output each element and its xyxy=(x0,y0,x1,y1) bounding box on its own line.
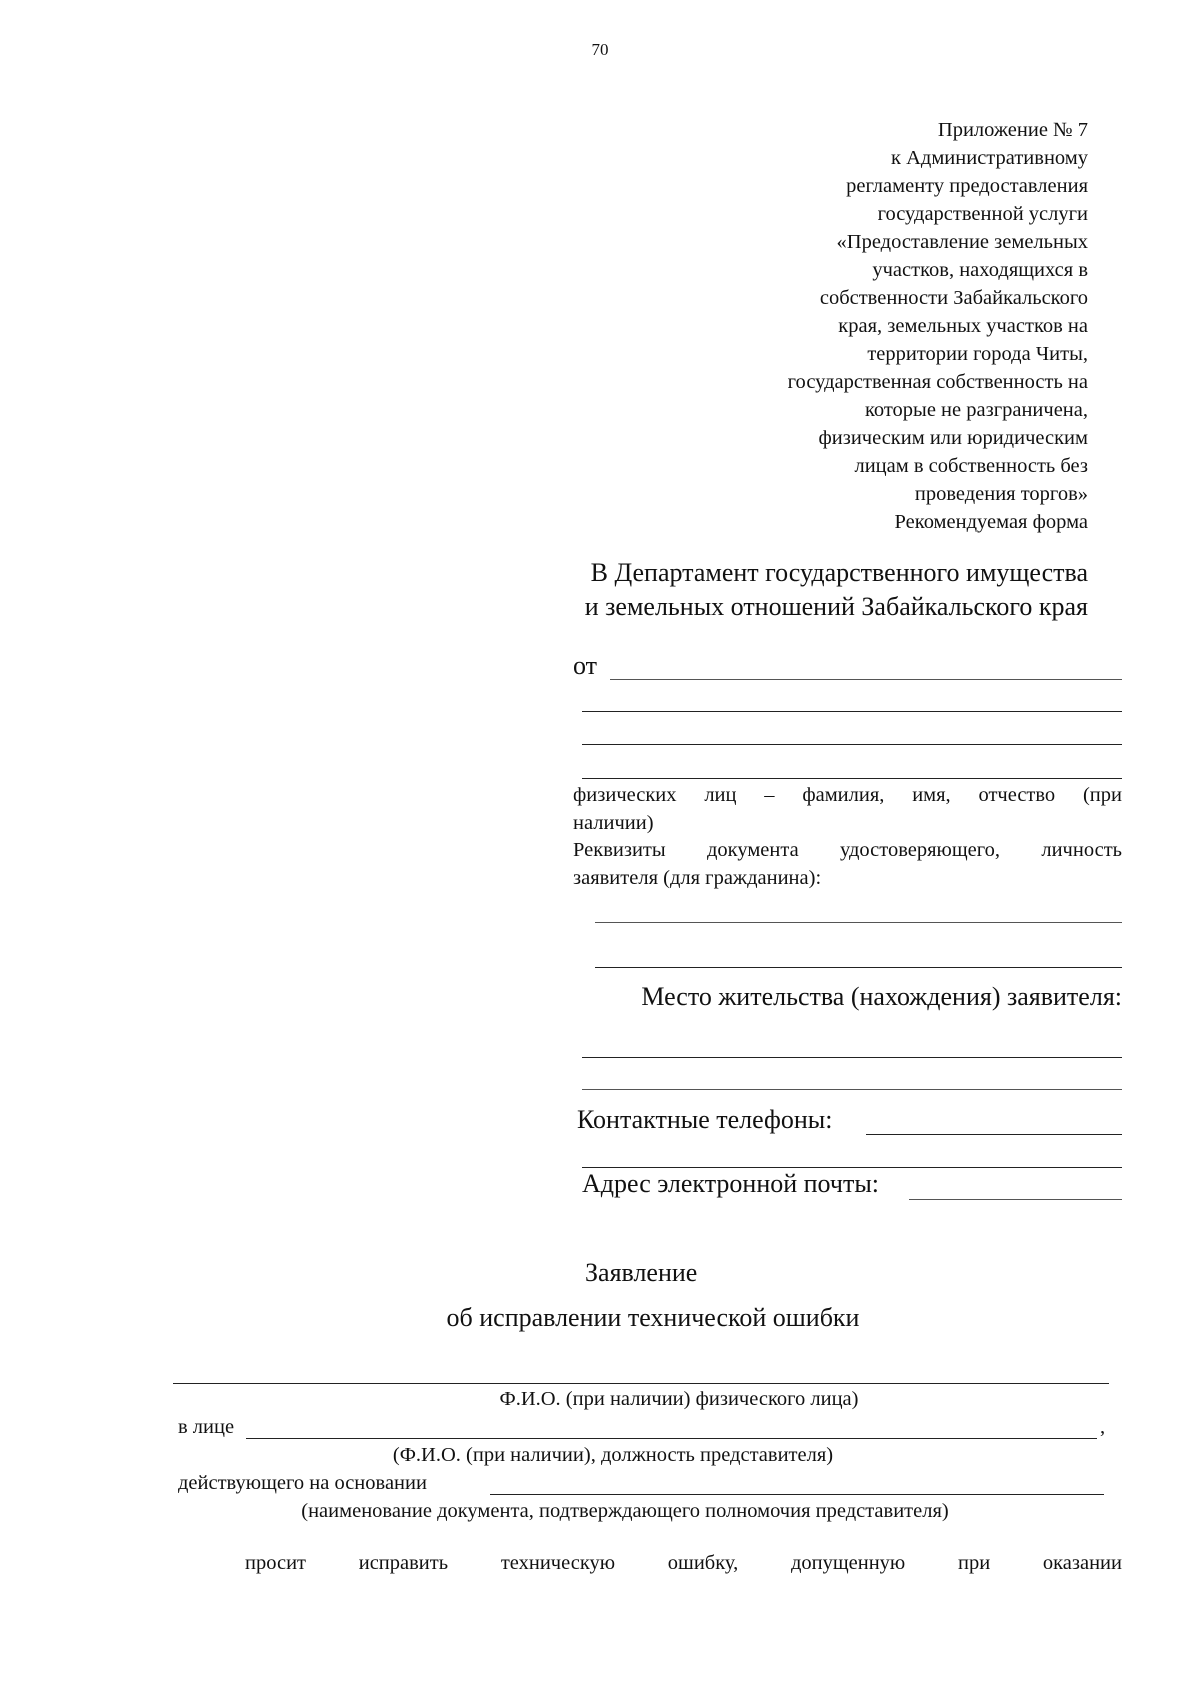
in-person-label: в лице xyxy=(178,1416,235,1438)
appendix-header xyxy=(668,116,1088,536)
residence-blank-line[interactable] xyxy=(582,1057,1122,1058)
appendix-line: регламенту предоставления xyxy=(846,175,1088,197)
id-document-label-cont: заявителя (для гражданина): xyxy=(573,867,822,889)
email-label: Адрес электронной почты: xyxy=(582,1169,880,1198)
appendix-line: государственной услуги xyxy=(877,203,1088,225)
id-document-blank-line[interactable] xyxy=(595,967,1122,968)
appendix-line: «Предоставление земельных xyxy=(836,231,1088,253)
from-blank-line[interactable] xyxy=(610,679,1122,680)
appendix-line: участков, находящихся в xyxy=(872,259,1088,281)
appendix-line: Приложение № 7 xyxy=(937,119,1088,141)
from-blank-line[interactable] xyxy=(582,744,1122,745)
statement-subtitle: об исправлении технической ошибки xyxy=(446,1303,860,1332)
recommended-form-label: Рекомендуемая форма xyxy=(894,511,1088,533)
basis-document-caption: (наименование документа, подтверждающего полномочия представителя) xyxy=(301,1500,949,1522)
appendix-line: которые не разграничена, xyxy=(864,399,1088,421)
appendix-line: края, земельных участков на xyxy=(838,315,1088,337)
page-number: 70 xyxy=(591,40,609,59)
addressee-block xyxy=(528,556,1088,624)
appendix-line: собственности Забайкальского xyxy=(819,287,1088,309)
id-document-label: Реквизиты документа удостоверяющего, личность xyxy=(573,839,1122,861)
residence-blank-line[interactable] xyxy=(582,1089,1122,1090)
email-blank-line[interactable] xyxy=(909,1199,1122,1200)
acting-basis-label: действующего на основании xyxy=(178,1472,427,1494)
basis-document-line[interactable] xyxy=(490,1494,1104,1495)
applicant-fio-caption: Ф.И.О. (при наличии) физического лица) xyxy=(499,1388,859,1410)
appendix-line: государственная собственность на xyxy=(787,371,1088,393)
appendix-line: территории города Читы, xyxy=(867,343,1088,365)
addressee-line-1: В Департамент государственного имущества xyxy=(590,558,1088,587)
from-blank-line[interactable] xyxy=(582,711,1122,712)
from-label: от xyxy=(573,651,598,680)
statement-title: Заявление xyxy=(585,1258,698,1287)
appendix-line: лицам в собственность без xyxy=(854,455,1088,477)
phones-blank-line[interactable] xyxy=(866,1134,1122,1135)
comma: , xyxy=(1100,1416,1106,1438)
id-document-blank-line[interactable] xyxy=(595,922,1122,923)
fio-hint: физических лиц – фамилия, имя, отчество (при xyxy=(573,784,1122,806)
appendix-line: к Административному xyxy=(891,147,1088,169)
representative-line[interactable] xyxy=(246,1438,1097,1439)
appendix-line: проведения торгов» xyxy=(914,483,1088,505)
addressee-line-2: и земельных отношений Забайкальского края xyxy=(584,592,1088,621)
applicant-fio-line[interactable] xyxy=(173,1383,1109,1384)
request-text: просит исправить техническую ошибку, допущенную при оказании xyxy=(245,1552,1122,1574)
residence-label: Место жительства (нахождения) заявителя: xyxy=(641,982,1122,1011)
representative-caption: (Ф.И.О. (при наличии), должность представителя) xyxy=(392,1444,834,1466)
from-blank-line[interactable] xyxy=(582,778,1122,779)
appendix-line: физическим или юридическим xyxy=(818,427,1088,449)
phones-label: Контактные телефоны: xyxy=(577,1105,833,1134)
fio-hint-cont: наличии) xyxy=(573,812,654,834)
